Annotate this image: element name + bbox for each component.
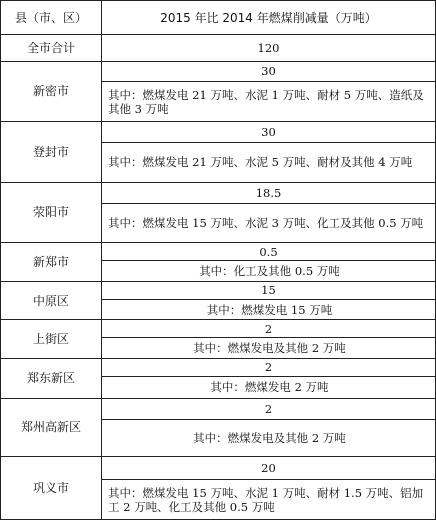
row-name: 巩义市	[1, 457, 102, 520]
row-value: 30	[102, 61, 436, 82]
row-detail: 其中：燃煤发电 15 万吨	[102, 299, 436, 320]
table-row	[1, 457, 436, 480]
table-row	[1, 61, 436, 82]
row-name: 中原区	[1, 281, 102, 320]
row-detail: 其中：燃煤发电及其他 2 万吨	[102, 419, 436, 457]
table-row	[1, 359, 436, 377]
row-name: 登封市	[1, 122, 102, 183]
total-label: 全市合计	[1, 35, 102, 61]
row-value: 30	[102, 122, 436, 143]
row-value: 15	[102, 281, 436, 299]
table-row	[1, 320, 436, 338]
row-value: 20	[102, 457, 436, 480]
header-row	[1, 1, 436, 35]
row-value: 18.5	[102, 182, 436, 203]
row-detail: 其中：燃煤发电 2 万吨	[102, 376, 436, 398]
header-county: 县（市、区）	[1, 1, 102, 35]
row-name: 上街区	[1, 320, 102, 359]
table-row	[1, 243, 436, 261]
row-detail: 其中：燃煤发电 21 万吨、水泥 5 万吨、耐材及其他 4 万吨	[102, 142, 436, 182]
row-value: 2	[102, 398, 436, 419]
row-name: 新密市	[1, 61, 102, 122]
row-name: 郑州高新区	[1, 398, 102, 456]
header-reduction: 2015 年比 2014 年燃煤削减量（万吨）	[102, 1, 436, 35]
row-value: 2	[102, 320, 436, 338]
table-row	[1, 398, 436, 419]
row-detail: 其中：燃煤发电 15 万吨、水泥 1 万吨、耐材 1.5 万吨、铝加工 2 万吨、化工及其他 0.5 万吨	[102, 480, 436, 520]
row-name: 郑东新区	[1, 359, 102, 399]
table-row	[1, 122, 436, 143]
row-value: 0.5	[102, 243, 436, 261]
row-detail: 其中：燃煤发电及其他 2 万吨	[102, 338, 436, 359]
table-row	[1, 182, 436, 203]
row-detail: 其中：化工及其他 0.5 万吨	[102, 260, 436, 281]
total-row	[1, 35, 436, 61]
row-name: 荥阳市	[1, 182, 102, 243]
row-detail: 其中：燃煤发电 15 万吨、水泥 3 万吨、化工及其他 0.5 万吨	[102, 203, 436, 243]
total-value: 120	[102, 35, 436, 61]
row-value: 2	[102, 359, 436, 377]
row-detail: 其中：燃煤发电 21 万吨、水泥 1 万吨、耐材 5 万吨、造纸及其他 3 万吨	[102, 82, 436, 122]
table-row	[1, 281, 436, 299]
row-name: 新郑市	[1, 243, 102, 282]
